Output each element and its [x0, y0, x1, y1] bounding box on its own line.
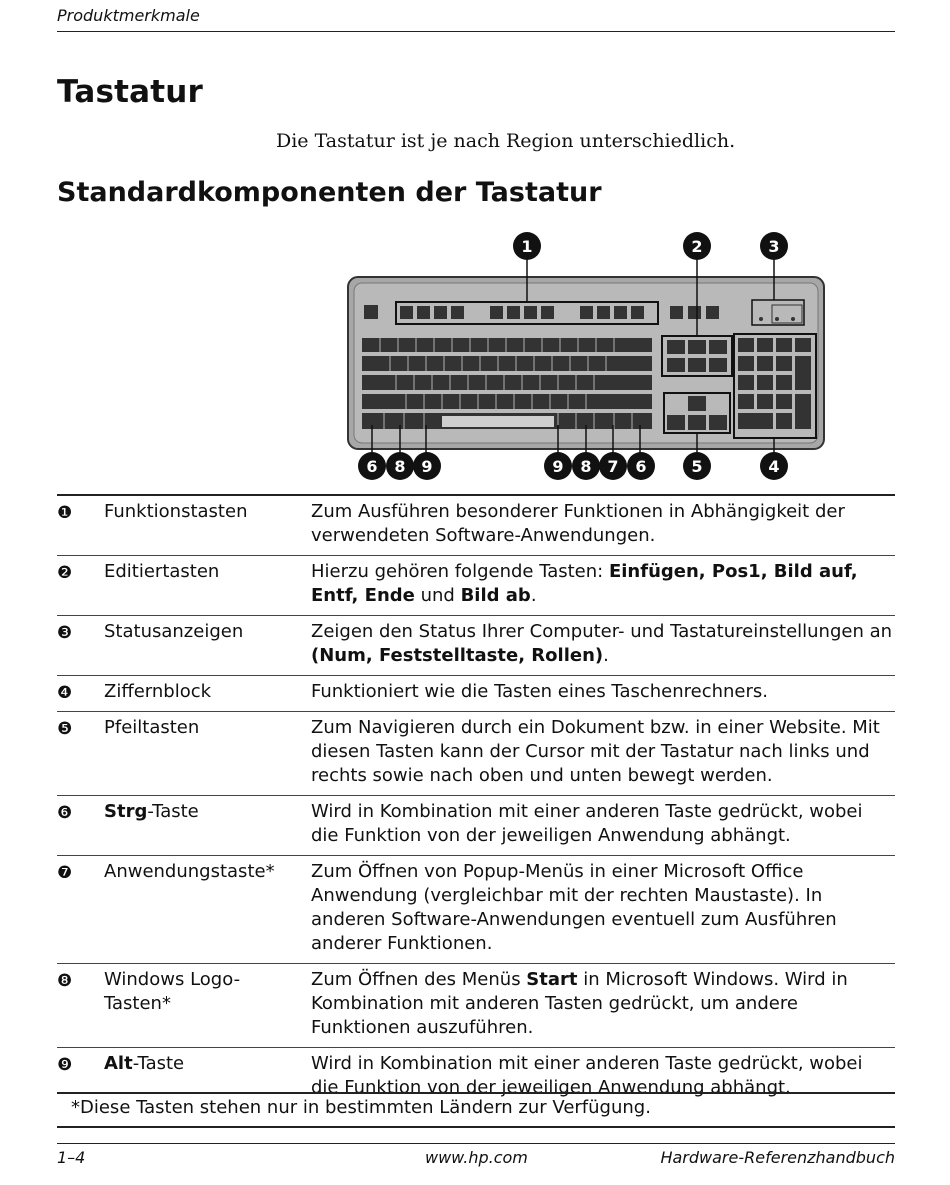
row-number: ❶ [57, 503, 73, 523]
keyboard-illustration [340, 228, 840, 488]
row-description: Zum Navigieren durch ein Dokument bzw. in einer Website. Mit diesen Tasten kann der Cursor mit der Tastatur nach links und rechts sowie nach oben und unten bewegt werden. [311, 717, 880, 786]
callout-bottom-6b [627, 452, 655, 480]
footer-rule [57, 1143, 895, 1144]
table-row [57, 676, 895, 712]
esc-key [364, 305, 378, 319]
row-number: ❸ [57, 623, 73, 643]
row-term: Anwendungstaste* [104, 861, 275, 882]
callout-label: 4 [768, 457, 780, 476]
callout-label: 6 [366, 457, 378, 476]
row-description: Zeigen den Status Ihrer Computer- und Tastatureinstellungen an (Num, Feststelltaste, Rollen). [311, 621, 893, 666]
callout-bottom-6a [358, 452, 386, 480]
row-description: Funktioniert wie die Tasten eines Taschenrechners. [311, 681, 769, 702]
callout-bottom-5 [683, 452, 711, 480]
row-term: Editiertasten [104, 561, 220, 582]
row-term: Pfeiltasten [104, 717, 200, 738]
page-title: Tastatur [57, 74, 204, 110]
components-table [57, 494, 895, 1107]
row-term: Funktionstasten [104, 501, 248, 522]
callout-label: 7 [607, 457, 619, 476]
callout-label: 6 [635, 457, 647, 476]
row-term: Ziffernblock [104, 681, 212, 702]
table-row [57, 496, 895, 556]
callout-bottom-8a [386, 452, 414, 480]
callout-bottom-4 [760, 452, 788, 480]
table-row [57, 556, 895, 616]
row-term: Strg-Taste [104, 801, 199, 822]
callout-label: 3 [768, 237, 780, 256]
callout-label: 5 [691, 457, 703, 476]
footer-url: www.hp.com [425, 1148, 528, 1167]
row-number: ❻ [57, 803, 73, 823]
row-term: Alt-Taste [104, 1053, 185, 1074]
callout-top-1 [513, 232, 541, 260]
table-row [57, 712, 895, 796]
space-bar [442, 416, 554, 427]
callout-label: 2 [691, 237, 703, 256]
header-rule [57, 31, 895, 32]
callout-label: 9 [421, 457, 433, 476]
intro-text: Die Tastatur ist je nach Region unterschiedlich. [276, 130, 736, 152]
row-description: Zum Öffnen des Menüs Start in Microsoft Windows. Wird in Kombination mit anderen Tasten gedrückt, um andere Funktionen auszuführen. [311, 969, 848, 1038]
callout-bottom-9b [544, 452, 572, 480]
row-term: Statusanzeigen [104, 621, 244, 642]
table-row [57, 796, 895, 856]
callout-label: 8 [394, 457, 406, 476]
row-number: ❹ [57, 683, 73, 703]
row-description: Wird in Kombination mit einer anderen Taste gedrückt, wobei die Funktion von der jeweiligen Anwendung abhängt. [311, 801, 863, 846]
row-number: ❺ [57, 719, 73, 739]
row-description: Zum Ausführen besonderer Funktionen in Abhängigkeit der verwendeten Software-Anwendungen. [311, 501, 845, 546]
row-number: ❼ [57, 863, 73, 883]
table-row [57, 616, 895, 676]
row-number: ❷ [57, 563, 73, 583]
row-description: Wird in Kombination mit einer anderen Taste gedrückt, wobei die Funktion von der jeweiligen Anwendung abhängt. [311, 1053, 863, 1098]
callout-bottom-8b [572, 452, 600, 480]
callout-label: 8 [580, 457, 592, 476]
row-number: ❾ [57, 1055, 73, 1075]
footer-book-title: Hardware-Referenzhandbuch [660, 1148, 895, 1167]
table-row [57, 856, 895, 964]
callout-label: 9 [552, 457, 564, 476]
callout-bottom-7 [599, 452, 627, 480]
callout-label: 1 [521, 237, 533, 256]
row-term: Windows Logo-Tasten* [104, 969, 241, 1014]
page-number: 1–4 [57, 1148, 86, 1167]
row-description: Hierzu gehören folgende Tasten: Einfügen, Pos1, Bild auf, Entf, Ende und Bild ab. [311, 561, 858, 606]
row-number: ❽ [57, 971, 73, 991]
callout-top-2 [683, 232, 711, 260]
callout-top-3 [760, 232, 788, 260]
alpha-keys [362, 338, 652, 429]
running-head: Produktmerkmale [57, 6, 200, 25]
section-title: Standardkomponenten der Tastatur [57, 177, 602, 208]
callout-bottom-9a [413, 452, 441, 480]
row-description: Zum Öffnen von Popup-Menüs in einer Microsoft Office Anwendung (vergleichbar mit der rechten Maustaste). In anderen Software-Anwendungen eventuell zum Ausführen anderer Funktionen. [311, 861, 837, 954]
table-row [57, 964, 895, 1048]
footnote: *Diese Tasten stehen nur in bestimmten Ländern zur Verfügung. [57, 1092, 895, 1128]
